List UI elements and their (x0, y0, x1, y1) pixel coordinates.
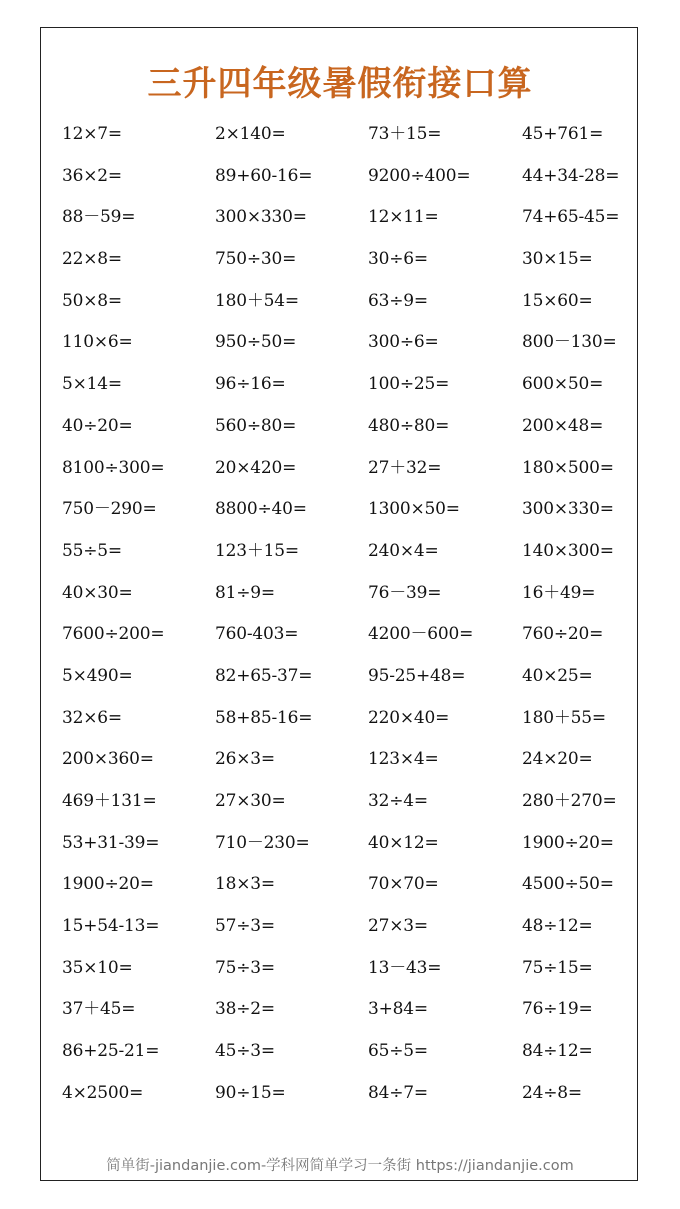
problem-cell: 84÷7= (368, 1082, 428, 1103)
problem-cell: 74+65-45= (522, 207, 620, 228)
problem-cell: 469＋131= (62, 791, 157, 811)
problem-cell: 76－39= (368, 582, 442, 603)
problem-cell: 600×50= (522, 374, 604, 395)
problem-cell: 44+34-28= (522, 165, 620, 186)
problem-cell: 15+54-13= (62, 916, 160, 937)
problem-cell: 75÷15= (522, 957, 593, 978)
problem-cell: 1900÷20= (522, 832, 614, 853)
problem-cell: 81÷9= (215, 582, 275, 603)
problem-cell: 95-25+48= (368, 665, 466, 686)
problem-cell: 13－43= (368, 957, 442, 978)
problem-cell: 32÷4= (368, 791, 428, 811)
problem-cell: 280＋270= (522, 791, 617, 811)
problem-cell: 240×4= (368, 540, 439, 561)
problem-cell: 73＋15= (368, 124, 442, 144)
problem-cell: 1900÷20= (62, 874, 154, 895)
problem-cell: 40×12= (368, 832, 439, 853)
problem-cell: 750÷30= (215, 249, 297, 270)
problem-cell: 2×140= (215, 124, 286, 144)
problem-cell: 36×2= (62, 165, 122, 186)
problem-cell: 40×30= (62, 582, 133, 603)
problem-cell: 26×3= (215, 749, 275, 770)
problem-cell: 12×11= (368, 207, 439, 228)
problem-cell: 560÷80= (215, 415, 297, 436)
problem-cell: 65÷5= (368, 1041, 428, 1062)
problem-cell: 45+761= (522, 124, 604, 144)
problem-cell: 300×330= (215, 207, 307, 228)
problem-cell: 50×8= (62, 290, 122, 311)
problem-cell: 123×4= (368, 749, 439, 770)
problem-cell: 38÷2= (215, 999, 275, 1020)
problem-cell: 24×20= (522, 749, 593, 770)
problem-cell: 180＋55= (522, 707, 606, 728)
problem-cell: 30÷6= (368, 249, 428, 270)
problem-cell: 30×15= (522, 249, 593, 270)
problem-cell: 760÷20= (522, 624, 604, 645)
problem-cell: 27＋32= (368, 457, 442, 478)
problem-cell: 18×3= (215, 874, 275, 895)
footer-watermark: 简单街-jiandanjie.com-学科网简单学习一条街 https://jiandanjie.com (106, 1158, 574, 1174)
problem-cell: 5×490= (62, 665, 133, 686)
problem-cell: 57÷3= (215, 916, 275, 937)
problem-cell: 20×420= (215, 457, 297, 478)
problem-cell: 100÷25= (368, 374, 450, 395)
problem-cell: 200×360= (62, 749, 154, 770)
problem-cell: 75÷3= (215, 957, 275, 978)
problem-cell: 27×30= (215, 791, 286, 811)
problem-cell: 15×60= (522, 290, 593, 311)
problem-cell: 750－290= (62, 499, 157, 520)
problem-grid (62, 116, 632, 1117)
problem-cell: 32×6= (62, 707, 122, 728)
problem-cell: 800－130= (522, 332, 617, 353)
problem-cell: 63÷9= (368, 290, 428, 311)
problem-cell: 1300×50= (368, 499, 460, 520)
problem-cell: 8800÷40= (215, 499, 307, 520)
problem-cell: 4500÷50= (522, 874, 614, 895)
problem-cell: 76÷19= (522, 999, 593, 1020)
problem-cell: 86+25-21= (62, 1041, 160, 1062)
problem-cell: 300×330= (522, 499, 614, 520)
problem-cell: 480÷80= (368, 415, 450, 436)
problem-cell: 220×40= (368, 707, 450, 728)
problem-cell: 22×8= (62, 249, 122, 270)
problem-cell: 88－59= (62, 207, 136, 228)
problem-cell: 180×500= (522, 457, 614, 478)
problem-cell: 53+31-39= (62, 832, 160, 853)
problem-cell: 4×2500= (62, 1082, 144, 1103)
problem-cell: 4200－600= (368, 624, 474, 645)
problem-cell: 89+60-16= (215, 165, 313, 186)
problem-cell: 24÷8= (522, 1082, 582, 1103)
problem-cell: 58+85-16= (215, 707, 313, 728)
problem-cell: 180＋54= (215, 290, 299, 311)
problem-cell: 45÷3= (215, 1041, 275, 1062)
problem-cell: 140×300= (522, 540, 614, 561)
problem-cell: 16＋49= (522, 582, 596, 603)
problem-cell: 710－230= (215, 832, 310, 853)
problem-cell: 123＋15= (215, 540, 299, 561)
problem-cell: 760-403= (215, 624, 299, 645)
problem-cell: 300÷6= (368, 332, 439, 353)
problem-cell: 35×10= (62, 957, 133, 978)
problem-cell: 5×14= (62, 374, 122, 395)
problem-cell: 90÷15= (215, 1082, 286, 1103)
problem-cell: 48÷12= (522, 916, 593, 937)
problem-cell: 27×3= (368, 916, 428, 937)
problem-cell: 82+65-37= (215, 665, 313, 686)
problem-cell: 96÷16= (215, 374, 286, 395)
problem-cell: 55÷5= (62, 540, 122, 561)
problem-cell: 37＋45= (62, 999, 136, 1020)
problem-cell: 8100÷300= (62, 457, 165, 478)
problem-cell: 84÷12= (522, 1041, 593, 1062)
problem-cell: 3+84= (368, 999, 428, 1020)
problem-cell: 9200÷400= (368, 165, 471, 186)
problem-cell: 70×70= (368, 874, 439, 895)
page-title: 三升四年级暑假衔接口算 (147, 64, 533, 104)
problem-cell: 200×48= (522, 415, 604, 436)
problem-cell: 7600÷200= (62, 624, 165, 645)
problem-cell: 110×6= (62, 332, 133, 353)
problem-cell: 40×25= (522, 665, 593, 686)
problem-cell: 950÷50= (215, 332, 297, 353)
problem-cell: 12×7= (62, 124, 122, 144)
problem-cell: 40÷20= (62, 415, 133, 436)
